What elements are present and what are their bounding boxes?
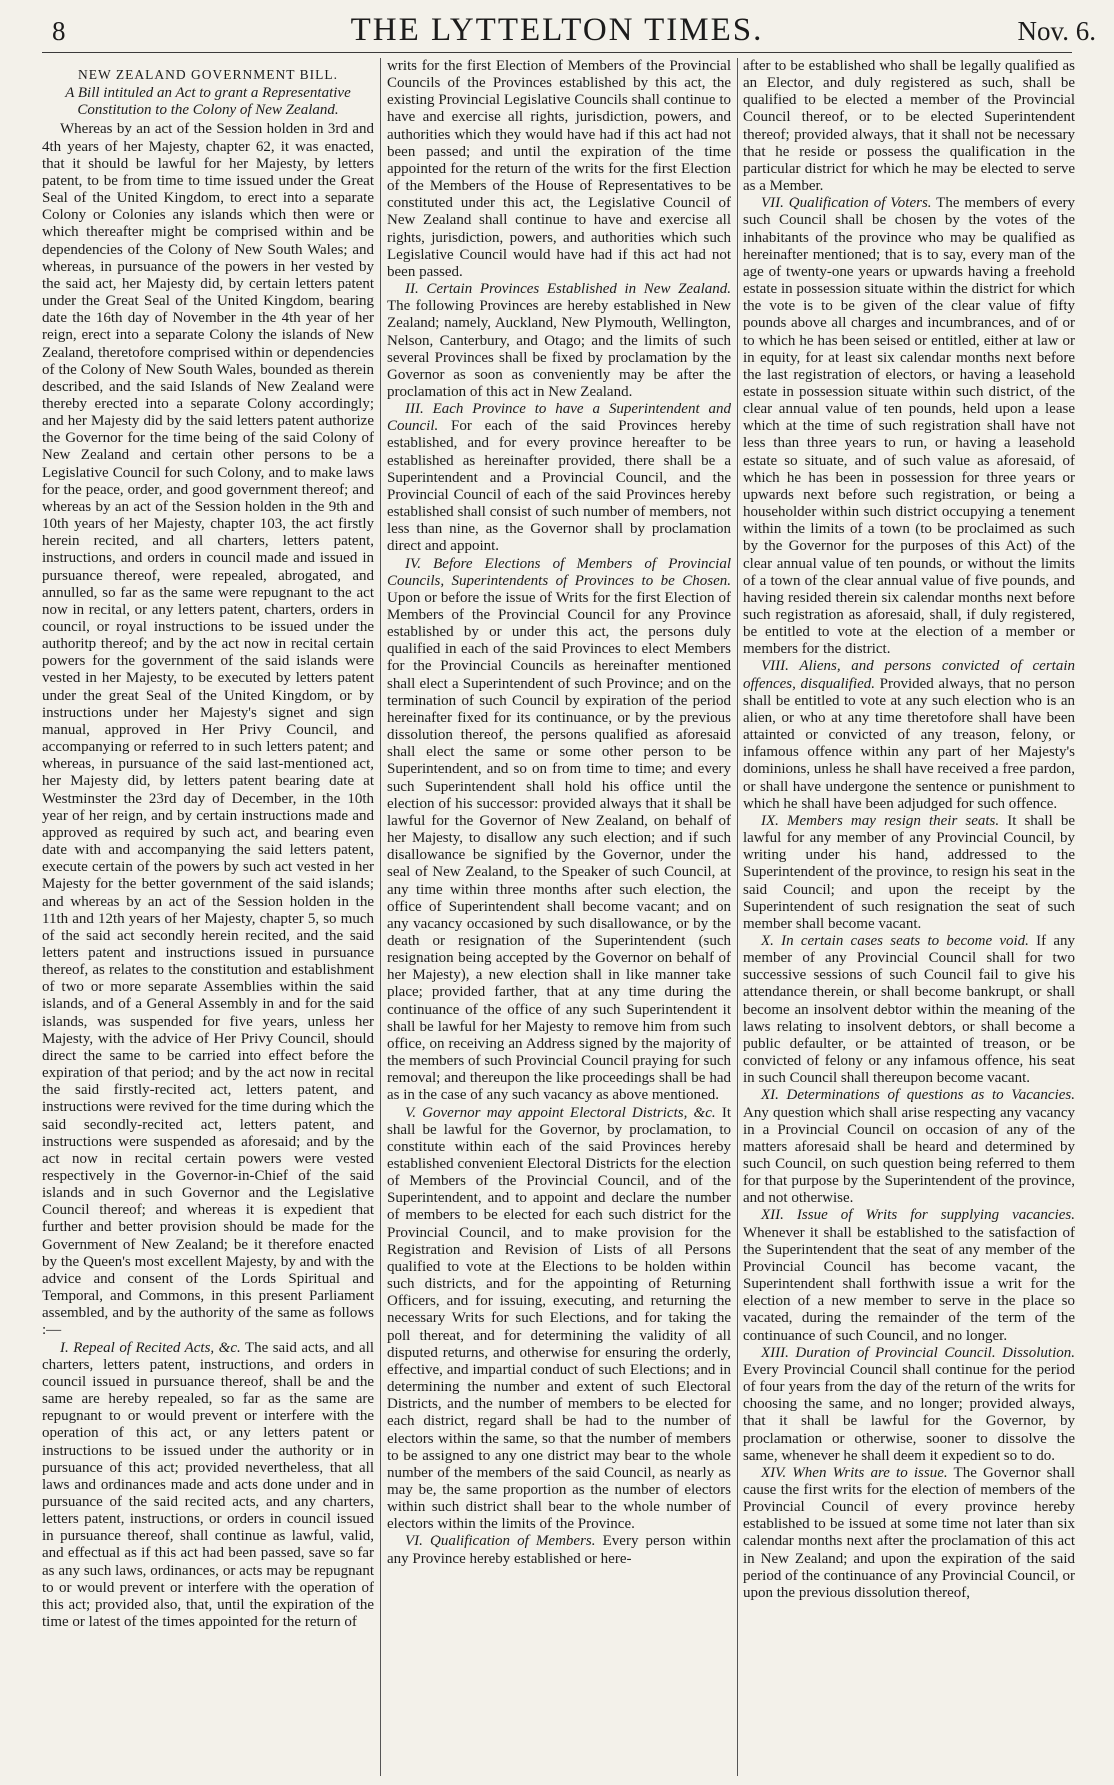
newspaper-title: THE LYTTELTON TIMES. [350,12,764,48]
section-paragraph [743,1207,1075,1344]
section-paragraph [743,1465,1075,1602]
section-paragraph [743,1087,1075,1207]
section-text: If any member of any Provincial Council shall for two successive sessions of such Council fail to give his attendance therein, or shall become bankrupt, or shall become an insolvent debtor within the meaning of the laws relating to insolvent debtors, or shall become a public defaulter, or be attainted of treason, or be convicted of felony or any infamous offence, his seat in such Council shall thereupon become vacant. [743,932,1075,1087]
column-divider [380,58,381,1776]
masthead-rule [42,52,1072,53]
section-title: XIV. When Writs are to issue. [761,1464,948,1481]
section-paragraph [387,281,731,401]
section-text: Every Provincial Council shall continue for the period of four years from the day of the return of the writs for choosing the same, and no longer; provided always, that it shall be lawful for the Governor, by proclamation or otherwise, sooner to dissolve the same, whenever he shall deem it expedient so to do. [743,1361,1075,1464]
section-paragraph [743,658,1075,812]
column-divider [737,58,738,1776]
section-title: IX. Members may resign their seats. [761,812,1000,829]
section-title: XII. Issue of Writs for supplying vacancies. [761,1207,1075,1224]
section-text: The following Provinces are hereby established in New Zealand; namely, Auckland, New Plymouth, Wellington, Nelson, Canterbury, and Otago; and the limits of such several Provinces shall be fixed by proclamation by the Governor as soon as conveniently may be after the proclamation of this act in New Zealand. [387,298,731,400]
section-text: It shall be lawful for the Governor, by proclamation, to constitute within each of the said Provinces hereby established convenient Electoral Districts for the election of Members of the Provincial Council, and of the Superintendent, and to appoint and declare the number of members to be elected for each such district for the Provincial Council, and to make provision for the Registration and Revision of Lists of all Persons qualified to vote at the Elections to be holden within such districts, and for the appointing of Returning Officers, and for issuing, executing, and returning the necessary Writs for such Elections, and for taking the poll thereat, and for determining the validity of all disputed returns, and otherwise for ensuring the orderly, effective, and impartial conduct of such Elections; and in determining the number and extent of such Electoral Districts, and the number of members to be elected for each district, regard shall be had to the number of electors within the same, so that the number of members to be assigned to any one district may bear to the whole number of the members of the said Council, as nearly as may be, the same proportion as the number of electors within such district shall bear to the whole number of electors within the limits of the Province. [387,1104,731,1533]
section-text: The members of every such Council shall be chosen by the votes of the inhabitants of the province who may be qualified as hereinafter mentioned; that is to say, every man of the age of twenty-one years or upwards having a freehold estate in possession situate within the district for which the vote is to be given of the clear value of fifty pounds above all charges and incumbrances, and of or to which he has been seised or entitled, either at law or in equity, for at least six calendar months next before the last registration of electors, or having a leasehold estate in possession situate within such district, of the clear annual value of ten pounds, held upon a lease which at the time of such registration shall have not less than three years to run, or having a leasehold estate so situate, and of such value as aforesaid, of which he has been in possession for three years or upwards next before such registration, or being a householder within such district occupying a tenement within the limits of a town (to be proclaimed as such by the Governor for the purposes of this Act) of the clear annual value of ten pounds, or without the limits of a town of the clear annual value of five pounds, and having resided therein six calendar months next before such registration as aforesaid, shall, if duly registered, be entitled to vote at the election of a member or members for the district. [743,195,1075,658]
section-paragraph [743,195,1075,658]
section-text: Whenever it shall be established to the satisfaction of the Superintendent that the seat of any member of the Provincial Council has become vacant, the Superintendent shall forthwith issue a writ for the election of a new member to serve in the place so vacated, during the remainder of the term of the continuance of such Council, and no longer. [743,1224,1075,1344]
section-text: For each of the said Provinces hereby established, and for every province hereafter to be established as hereinafter provided, there shall be a Superintendent and a Provincial Council, and the Provincial Council of each of the said Provinces hereby established shall consist of such number of members, not less than nine, as the Governor shall by proclamation direct and appoint. [387,418,731,555]
column-3 [743,58,1075,1776]
section-text: Provided always, that no person shall be entitled to vote at any such election who is an alien, or who at any time theretofore shall have been attainted or convicted of any treason, felony, or infamous offence within any part of her Majesty's dominions, unless he shall have received a free pardon, or shall have undergone the sentence or punishment to which he shall have been adjudged for such offence. [743,675,1075,812]
column-1 [42,58,374,1776]
preamble: Whereas by an act of the Session holden in 3rd and 4th years of her Majesty, chapter 62, it was enacted, that it should be lawful for her Majesty, by letters patent, to be from time to time issued under the Great Seal of the United Kingdom, to erect into a separate Colony or Colonies any islands which then were or which thereafter might be comprised within and be dependencies of the Colony of New South Wales; and whereas, in pursuance of the powers in her vested by the said act, her Majesty did, by certain letters patent under the Great Seal of the United Kingdom, bearing date the 16th day of November in the 4th year of her reign, erect into a separate Colony the islands of New Zealand, theretofore comprised within or dependencies of the Colony of New South Wales, bounded as therein described, and the said Islands of New Zealand were thereby erected into a separate Colony accordingly; and her Majesty did by the said letters patent authorize the Governor for the time being of the said Colony of New Zealand and certain other persons to be a Legislative Council for such Colony, and to make laws for the peace, order, and good government thereof; and whereas by an act of the Session holden in the 9th and 10th years of her Majesty, chapter 103, the act firstly herein recited, and all charters, letters patent, instructions, and orders in council made and issued in pursuance thereof, were repealed, abrogated, and annulled, so far as the same were repugnant to the act now in recital, or any letters patent, charters, orders in council, or royal instructions to be issued under the authoritp thereof; and by the act now in recital certain powers for the government of the said islands were vested in her Majesty, to be executed by letters patent under the great Seal of the United Kingdom, or by instructions under her Majesty's signet and sign manual, approved in Her Privy Council, and accompanying or referred to in such letters patent; and whereas, in pursuance of the said last-mentioned act, her Majesty did, by letters patent bearing date at Westminster the 23rd day of December, in the 10th year of her reign, and by certain instructions made and approved as required by such act, and bearing even date with and accompanying the said letters patent, execute certain of the powers by such act vested in her Majesty for the better government of the said islands; and whereas by an act of the Session holden in the 11th and 12th years of her Majesty, chapter 5, so much of the said act secondly herein recited, and the said letters patent and instructions issued in pursuance thereof, as relates to the constitution and establishment of two or more separate Assemblies within the said islands, and of a General Assembly in and for the said islands, was suspended for five years, unless her Majesty, with the advice of Her Privy Council, should direct the same to be carried into effect before the expiration of that period; and by the act now in recital the said firstly-recited act, letters patent, and instructions were revived for the time during which the said secondly-recited act, letters patent, and instructions were suspended as aforesaid; and by the act now in recital certain powers were vested respectively in the Governor-in-Chief of the said islands and in such Governor and the Legislative Council thereof; and whereas it is expedient that further and better provision should be made for the Government of New Zealand; be it therefore enacted by the Queen's most excellent Majesty, by and with the advice and consent of the Lords Spiritual and Temporal, and Commons, in this present Parliament assembled, and by the authority of the same as follows :— [42,121,374,1339]
section-text: It shall be lawful for any member of any Provincial Council, by writing under his hand, addressed to the Superintendent of the province, to resign his seat in the said Council; and upon the receipt by the Superintendent of such resignation the seat of such member shall become vacant. [743,812,1075,932]
bill-subtitle: A Bill intituled an Act to grant a Representative Constitution to the Colony of New Zealand. [65,85,351,119]
section-title: V. Governor may appoint Electoral Districts, &c. [405,1104,716,1121]
section-paragraph [42,1340,374,1632]
section-text: Every person within any Province hereby established or here- [387,1533,731,1567]
section-title: XIII. Duration of Provincial Council. Dissolution. [761,1344,1075,1361]
section-paragraph [387,1533,731,1567]
section-paragraph [743,813,1075,933]
section-text: Any question which shall arise respecting any vacancy in a Provincial Council on occasion of any of the matters aforesaid shall be heard and determined by such Council, on such question being referred to them for that purpose by the Superintendent of the province, and not otherwise. [743,1104,1075,1207]
section-title: X. In certain cases seats to become void. [761,932,1029,949]
section-text: The Governor shall cause the first writs for the election of members of the Provincial Council of every province hereby established to be issued at some time not later than six calendar months next after the proclamation of this act in New Zealand; and upon the expiration of the said period of the continuance of any Provincial Council, or upon the previous dissolution thereof, [743,1464,1075,1601]
bill-heading: NEW ZEALAND GOVERNMENT BILL. [78,67,338,82]
section-paragraph [387,401,731,555]
section-text: The said acts, and all charters, letters patent, instructions, and orders in council issued in pursuance thereof, shall be and the same are hereby repealed, so far as the same are repugnant to or would prevent or interfere with the operation of this act, or any letters patent or instructions to be issued under the authority or in pursuance of this act; provided nevertheless, that all laws and ordinances made and acts done under and in pursuance of the said recited acts, and any charters, letters patent, instructions, or orders in council issued in pursuance thereof, shall continue as lawful, valid, and effectual as if this act had been passed, save so far as any such laws, ordinances, or acts may be repugnant to or would prevent or interfere with the operation of this act; provided also, that, until the expiration of the time or latest of the times appointed for the return of [42,1339,374,1631]
section-text: Upon or before the issue of Writs for the first Election of Members of the Provincial Council for any Province established by or under this act, the persons duly qualified in each of the said Provinces to elect Members for the Provincial Councils as hereinafter mentioned shall elect a Superintendent of such Province; and on the termination of such Council by expiration of the period hereinafter fixed for its continuance, or by the previous dissolution thereof, the persons qualified as aforesaid shall elect the same or some other person to be Superintendent, and so on from time to time; and every such Superintendent shall hold his office until the election of his successor: provided always that it shall be lawful for the Governor of New Zealand, on behalf of her Majesty, to disallow any such election; and if such disallowance be signified by the Governor, under the seal of New Zealand, to the Speaker of such Council, at any time within three months after such election, the office of Superintendent shall become vacant; and on any vacancy occasioned by such disallowance, or by the death or resignation of the Superintendent (such resignation being accepted by the Governor on behalf of her Majesty), a new election shall in like manner take place; provided farther, that at any time during the continuance of the office of any such Superintendent it shall be lawful for her Majesty to remove him from such office, on receiving an Address signed by the majority of the members of such Provincial Council praying for such removal; and thereupon the like proceedings shall be had as in the case of any such vacancy as above mentioned. [387,589,731,1104]
section-title: IV. Before Elections of Members of Provincial Councils, Superintendents of Provinces to be Chosen. [387,555,731,589]
section-paragraph [743,933,1075,1087]
section-title: VIII. Aliens, and persons convicted of certain offences, disqualified. [743,658,1075,692]
section-title: II. Certain Provinces Established in New Zealand. [405,281,731,298]
continued-text: after to be established who shall be legally qualified as an Elector, and duly registered as such, shall be qualified to be elected a member of the Provincial Council thereof, or to be elected Superintendent thereof; provided always, that it shall not be necessary that he reside or possess the qualification in the particular district for which he may be elected to serve as a Member. [743,58,1075,195]
section-paragraph [743,1345,1075,1465]
column-2 [387,58,731,1776]
masthead [0,0,1114,52]
section-title: XI. Determinations of questions as to Vacancies. [761,1087,1075,1104]
issue-date: Nov. 6. [1017,16,1096,46]
page-number: 8 [52,16,66,46]
section-title: III. Each Province to have a Superintendent and Council. [387,401,731,435]
section-title: VII. Qualification of Voters. [761,195,932,212]
section-paragraph [387,556,731,1105]
section-title: I. Repeal of Recited Acts, &c. [60,1339,241,1356]
section-title: VI. Qualification of Members. [405,1533,596,1550]
section-paragraph [387,1105,731,1534]
continued-text: writs for the first Election of Members of the Provincial Councils of the Provinces established by this act, the existing Provincial Legislative Councils shall continue to have and exercise all rights, jurisdiction, powers, and authorities which they would have had if this act had not been passed; and until the expiration of the time appointed for the return of the writs for the first Election of the Members of the House of Representatives to be constituted under this act, the Legislative Council of New Zealand shall continue to have and exercise all rights, jurisdiction, powers, and authorities which such Legislative Council would have had if this act had not been passed. [387,58,731,280]
